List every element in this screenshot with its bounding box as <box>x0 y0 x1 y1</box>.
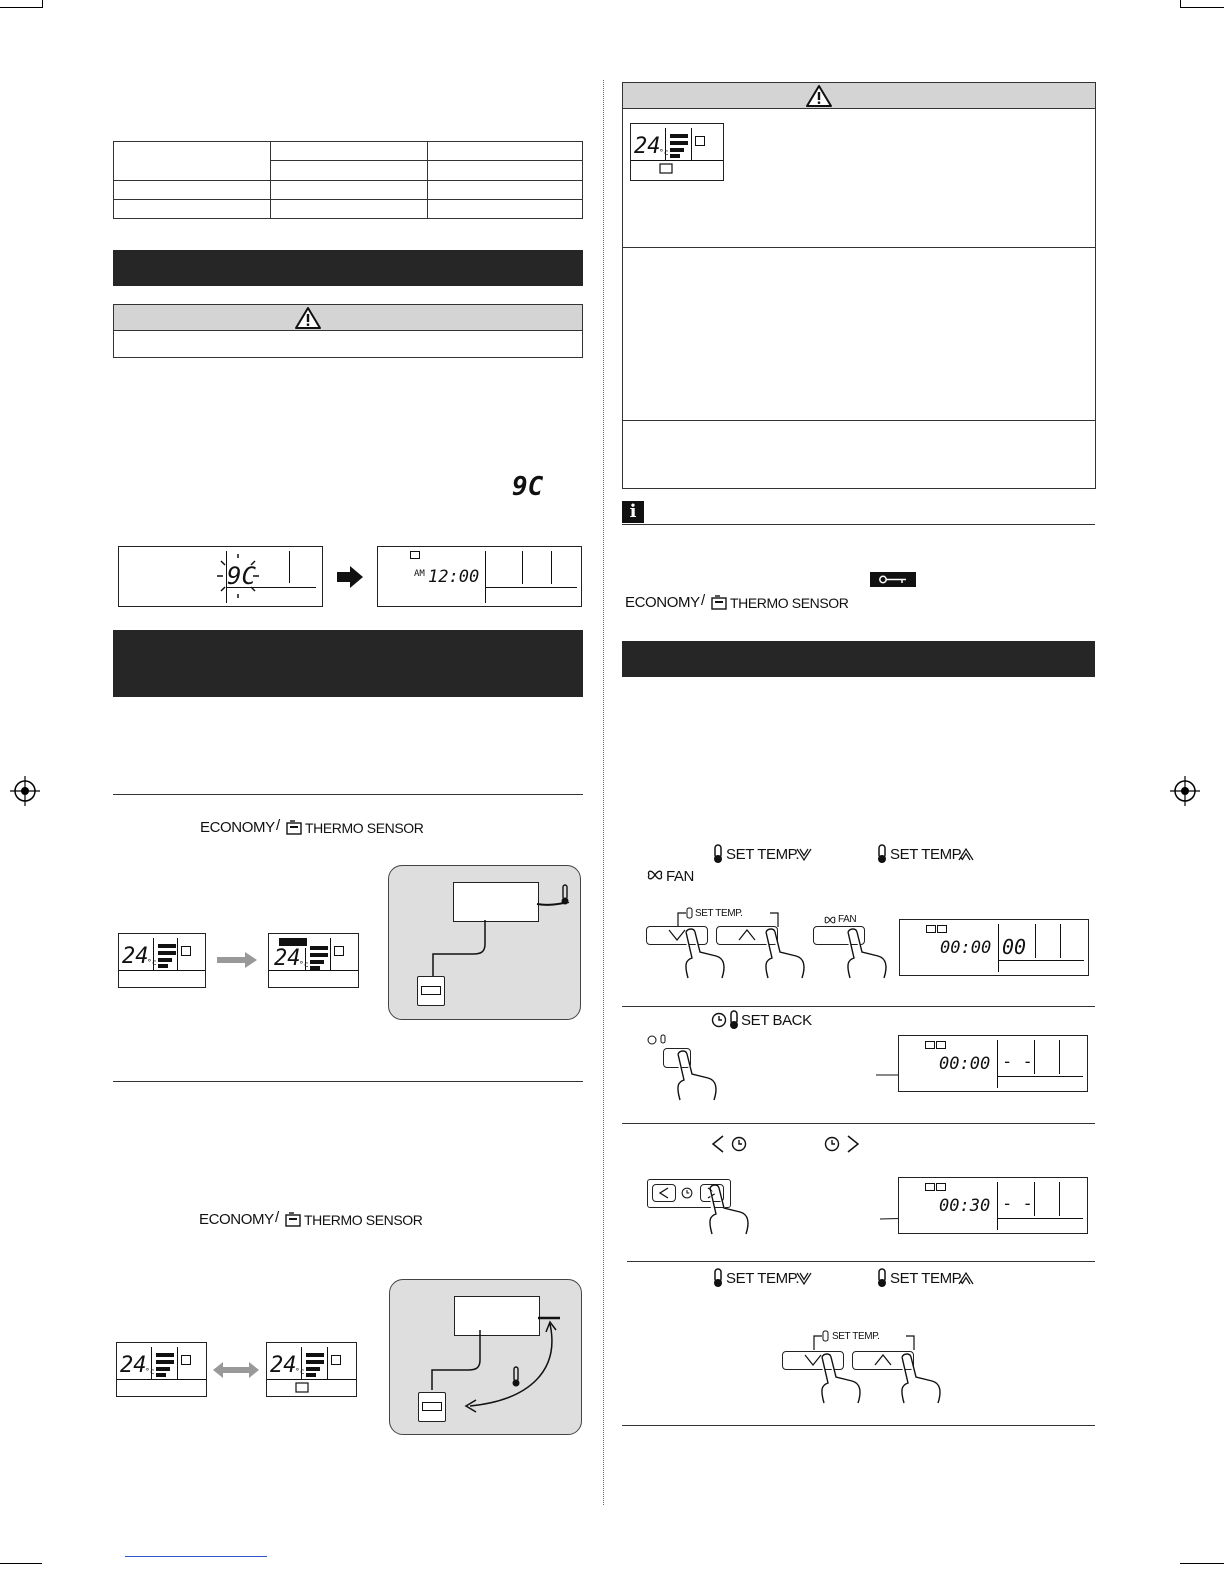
slash-label: / <box>275 1209 279 1226</box>
thermometer-icon <box>728 1010 740 1030</box>
error-code-display: 9C <box>227 562 256 590</box>
crop-mark <box>0 1563 42 1564</box>
clock-icon <box>681 1187 693 1199</box>
section-banner <box>622 641 1095 677</box>
lcd-separator <box>177 938 178 970</box>
thermo-sensor-icon <box>295 1381 309 1393</box>
time-back-button[interactable] <box>652 1184 676 1202</box>
slash-label: / <box>276 817 280 834</box>
temp-unit: °c <box>145 1367 155 1376</box>
box-divider <box>623 247 1095 248</box>
lcd-separator <box>1060 924 1061 958</box>
lcd-indicator <box>937 925 947 933</box>
lcd-separator <box>997 1182 998 1230</box>
lcd-separator <box>485 587 577 588</box>
timer-value: 00:00 <box>939 1054 991 1074</box>
fan-speed-icon <box>308 944 330 972</box>
lcd-indicator <box>410 551 420 559</box>
chevron-up-icon <box>958 848 974 861</box>
set-temp-label: SET TEMP. <box>695 908 743 919</box>
lcd-separator <box>997 1076 1083 1077</box>
crop-mark <box>125 1556 267 1557</box>
temp-lcd-warning <box>630 123 724 181</box>
info-icon: i <box>622 501 644 523</box>
lcd-separator <box>301 1347 302 1379</box>
lcd-separator <box>551 551 552 584</box>
thermo-sensor-label: THERMO SENSOR <box>730 595 849 611</box>
lcd-separator <box>1034 1040 1035 1074</box>
thermo-sensor-icon <box>711 595 727 610</box>
thermo-sensor-icon <box>285 1212 301 1227</box>
thermometer-icon <box>712 844 724 864</box>
temp-unit: °c <box>295 1367 305 1376</box>
lcd-indicator <box>936 1041 946 1049</box>
caution-box <box>622 82 1096 489</box>
crop-mark <box>0 7 42 8</box>
spec-table <box>113 141 583 219</box>
lcd-separator <box>485 551 486 603</box>
temp-lcd-normal <box>116 1342 207 1397</box>
lcd-separator <box>1059 1182 1060 1216</box>
lcd-indicator <box>925 1041 935 1049</box>
lcd-separator <box>117 1379 206 1380</box>
temp-unit: °c <box>299 960 309 969</box>
lcd-separator <box>998 924 999 972</box>
lcd-separator <box>289 551 290 583</box>
lcd-separator <box>119 970 205 971</box>
finger-press-icon <box>842 928 892 980</box>
lcd-separator <box>269 970 358 971</box>
finger-press-icon <box>816 1353 866 1405</box>
economy-label: ECONOMY <box>200 819 275 836</box>
economy-label: ECONOMY <box>199 1211 274 1228</box>
section-banner <box>113 250 583 286</box>
fan-label: FAN <box>666 868 694 885</box>
chevron-up-icon <box>958 1272 974 1285</box>
clock-icon <box>824 1136 840 1152</box>
lcd-separator <box>151 1347 152 1379</box>
fan-speed-icon <box>156 942 178 970</box>
crop-mark <box>42 0 43 8</box>
lcd-separator <box>177 1347 178 1379</box>
lcd-indicator <box>926 925 936 933</box>
mode-box <box>695 136 705 146</box>
lcd-separator <box>330 938 331 970</box>
temp-unit: °c <box>659 148 669 157</box>
lcd-separator <box>226 551 227 603</box>
timer-code: 00 <box>1002 935 1027 959</box>
temp-value: 24 <box>274 946 301 971</box>
lcd-separator <box>1035 924 1036 958</box>
thermo-sensor-icon <box>659 162 673 174</box>
mode-box <box>334 946 344 956</box>
temp-lcd-locked <box>268 933 359 988</box>
lcd-separator <box>665 128 666 160</box>
warning-icon <box>805 84 833 108</box>
finger-press-icon <box>896 1353 946 1405</box>
thermometer-icon <box>876 844 888 864</box>
lcd-indicator <box>936 1183 946 1191</box>
lcd-separator <box>631 160 723 161</box>
slash-label: / <box>701 592 705 609</box>
fan-speed-icon <box>304 1351 326 1379</box>
thermometer-icon <box>876 1268 888 1288</box>
thermometer-icon <box>712 1268 724 1288</box>
set-temp-label: SET TEMP. <box>890 846 964 863</box>
set-temp-label: SET TEMP. <box>890 1270 964 1287</box>
arrow-right-icon <box>217 952 257 968</box>
remote-controller <box>417 976 445 1006</box>
temp-value: 24 <box>122 944 149 969</box>
room-diagram-panel <box>388 865 581 1020</box>
timer-lcd <box>899 919 1089 976</box>
mode-box <box>331 1355 341 1365</box>
chevron-right-icon <box>846 1135 860 1153</box>
section-banner <box>113 630 583 697</box>
chevron-down-icon <box>796 848 812 861</box>
temp-value: 24 <box>634 134 661 159</box>
registration-mark-icon <box>1170 776 1200 806</box>
lcd-separator <box>998 960 1084 961</box>
timer-dash: - - <box>1002 1194 1033 1214</box>
lcd-separator <box>153 938 154 970</box>
lcd-indicator <box>925 1183 935 1191</box>
lock-badge <box>279 938 307 946</box>
divider <box>622 524 1095 525</box>
clock-time: 12:00 <box>428 567 480 587</box>
lcd-separator <box>997 1218 1083 1219</box>
temp-lcd-before <box>118 933 206 988</box>
lcd-separator <box>1059 1040 1060 1074</box>
clock-am: AM <box>414 569 425 579</box>
crop-mark <box>1180 1563 1224 1564</box>
lcd-separator <box>267 1379 356 1380</box>
table-row <box>114 200 583 219</box>
temp-lcd-sensor <box>266 1342 357 1397</box>
fan-icon <box>646 867 664 883</box>
clock-icon <box>731 1136 747 1152</box>
set-temp-label: SET TEMP. <box>726 846 800 863</box>
finger-press-icon <box>672 1050 722 1102</box>
table-cell <box>271 142 428 161</box>
finger-press-icon <box>680 928 730 980</box>
fan-icon <box>823 914 837 926</box>
set-temp-label: SET TEMP. <box>726 1270 800 1287</box>
thermo-sensor-icon <box>286 820 302 835</box>
divider <box>622 1425 1095 1426</box>
temp-unit: °c <box>147 958 157 967</box>
timer-dash: - - <box>1002 1052 1033 1072</box>
table-cell <box>114 142 271 181</box>
timer-lcd <box>898 1035 1088 1092</box>
lcd-separator <box>305 948 306 970</box>
lcd-separator <box>226 587 316 588</box>
chevron-left-icon <box>711 1135 725 1153</box>
sensor-wire-icon <box>419 902 579 986</box>
lcd-separator <box>997 1040 998 1088</box>
table-cell <box>271 161 428 181</box>
thermo-sensor-label: THERMO SENSOR <box>304 1212 423 1228</box>
caution-header <box>623 83 1095 109</box>
timer-lcd <box>898 1177 1088 1234</box>
finger-press-icon <box>704 1184 754 1236</box>
divider <box>113 1081 583 1082</box>
lcd-separator <box>1034 1182 1035 1216</box>
set-back-icon <box>647 1034 671 1046</box>
crop-mark <box>1180 0 1181 8</box>
table-cell <box>428 161 583 181</box>
column-divider <box>603 80 604 1505</box>
double-arrow-icon <box>213 1362 259 1378</box>
timer-value: 00:30 <box>939 1196 991 1216</box>
registration-mark-icon <box>10 776 40 806</box>
divider <box>622 1006 1095 1007</box>
mode-box <box>181 1355 191 1365</box>
fan-speed-icon <box>668 132 690 160</box>
warning-icon <box>294 306 322 330</box>
arrow-right-icon <box>337 566 363 588</box>
clock-lcd <box>377 546 582 607</box>
room-diagram-panel <box>389 1279 582 1435</box>
fan-label: FAN <box>838 914 857 925</box>
error-code-glyph: 9C <box>512 472 544 502</box>
finger-press-icon <box>760 928 810 980</box>
lcd-separator <box>522 551 523 584</box>
remote-controller <box>418 1392 446 1422</box>
table-cell <box>428 142 583 161</box>
caution-box <box>113 304 583 358</box>
caution-header <box>114 305 582 331</box>
set-temp-label: SET TEMP. <box>832 1331 880 1342</box>
set-back-label: SET BACK <box>741 1012 812 1029</box>
timer-value: 00:00 <box>940 938 992 958</box>
box-divider <box>623 420 1095 421</box>
chevron-down-icon <box>796 1272 812 1285</box>
divider <box>622 1123 1095 1124</box>
divider <box>627 1261 1095 1262</box>
lcd-separator <box>691 128 692 160</box>
divider <box>113 794 583 795</box>
crop-mark <box>1180 7 1224 8</box>
mode-box <box>181 946 191 956</box>
economy-label: ECONOMY <box>625 594 700 611</box>
temp-value: 24 <box>270 1353 297 1378</box>
thermo-sensor-label: THERMO SENSOR <box>305 820 424 836</box>
clock-icon <box>711 1012 727 1028</box>
fan-speed-icon <box>154 1351 176 1379</box>
table-row <box>114 181 583 200</box>
lock-key-icon <box>870 572 916 587</box>
lcd-separator <box>327 1347 328 1379</box>
temp-value: 24 <box>120 1353 147 1378</box>
error-lcd <box>118 546 323 607</box>
